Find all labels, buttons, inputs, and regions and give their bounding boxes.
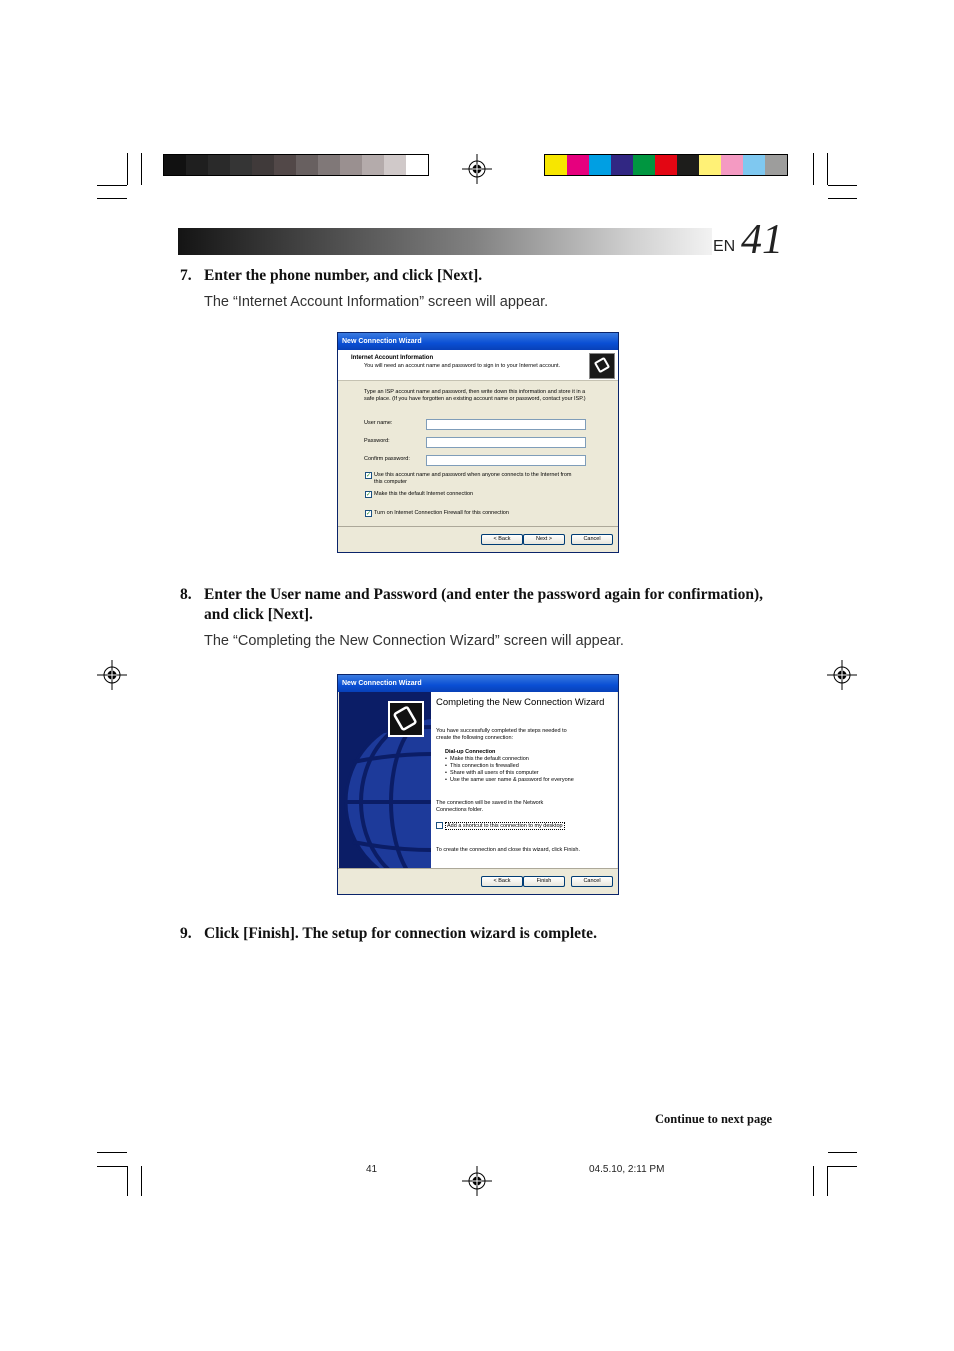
- step-7: [180, 267, 482, 285]
- saved-note: Connections folder.: [436, 807, 484, 813]
- color-swatch: [318, 155, 340, 175]
- instructions-line: Type an ISP account name and password, then write down this information and store it in a: [364, 389, 586, 395]
- registration-mark-icon: [827, 660, 857, 690]
- color-swatch: [230, 155, 252, 175]
- checkbox-label: Turn on Internet Connection Firewall for this connection: [374, 510, 509, 516]
- username-field[interactable]: [426, 419, 586, 430]
- step-text: Enter the User name and Password (and enter the password again for confirmation),: [204, 586, 763, 603]
- color-swatch: [677, 155, 699, 175]
- step-text: Enter the phone number, and click [Next].: [204, 267, 483, 284]
- color-swatch: [186, 155, 208, 175]
- username-label: User name:: [364, 420, 393, 426]
- crop-mark: [828, 185, 857, 186]
- color-swatch: [384, 155, 406, 175]
- checkbox-label: Use this account name and password when anyone connects to the Internet from: [374, 472, 572, 478]
- divider: [338, 526, 618, 527]
- color-swatch: [362, 155, 384, 175]
- bullet-item: • This connection is firewalled: [445, 763, 519, 769]
- step-8: [180, 586, 763, 604]
- divider: [338, 868, 618, 869]
- finish-button[interactable]: Finish: [523, 876, 565, 887]
- password-label: Password:: [364, 438, 390, 444]
- intro-line: You have successfully completed the steps needed to: [436, 728, 567, 734]
- crop-mark: [97, 198, 127, 199]
- color-swatch: [567, 155, 589, 175]
- bullet-item: • Use the same user name & password for everyone: [445, 777, 574, 783]
- color-swatch: [296, 155, 318, 175]
- color-swatch: [252, 155, 274, 175]
- language-label: EN: [713, 238, 736, 255]
- window-title: New Connection Wizard: [338, 333, 618, 350]
- connection-name: Dial-up Connection: [445, 749, 496, 755]
- header-band: [178, 228, 712, 255]
- back-button[interactable]: < Back: [481, 876, 523, 887]
- cancel-button[interactable]: Cancel: [571, 534, 613, 545]
- crop-mark: [828, 1166, 857, 1167]
- password-field[interactable]: [426, 437, 586, 448]
- color-swatch: [699, 155, 721, 175]
- crop-mark: [97, 1166, 127, 1167]
- step-8-continued: and click [Next].: [204, 606, 313, 623]
- color-swatch: [633, 155, 655, 175]
- crop-mark: [828, 1152, 857, 1153]
- crop-mark: [813, 153, 814, 185]
- footer-timestamp: 04.5.10, 2:11 PM: [589, 1164, 665, 1175]
- wizard-content: [431, 692, 617, 868]
- crop-mark: [813, 1166, 814, 1196]
- wizard-heading: Completing the New Connection Wizard: [436, 697, 605, 708]
- cancel-button[interactable]: Cancel: [571, 876, 613, 887]
- wizard-window-account-info: [337, 332, 619, 553]
- footer-page-number: 41: [366, 1164, 378, 1175]
- step-number: 8.: [180, 586, 192, 603]
- bullet-item: • Make this the default connection: [445, 756, 529, 762]
- color-swatch: [164, 155, 186, 175]
- window-title: New Connection Wizard: [338, 675, 618, 692]
- step-number: 7.: [180, 267, 192, 284]
- checkbox-label: Make this the default Internet connection: [374, 491, 474, 497]
- checkbox-label: this computer: [374, 479, 408, 485]
- registration-mark-icon: [462, 154, 492, 184]
- crop-mark: [827, 153, 828, 185]
- page-number: 41: [741, 217, 783, 263]
- color-swatch: [340, 155, 362, 175]
- color-swatch: [721, 155, 743, 175]
- connection-wizard-icon: [589, 353, 615, 379]
- step-8-description: The “Completing the New Connection Wizard” screen will appear.: [204, 633, 624, 649]
- color-swatch: [589, 155, 611, 175]
- finish-instructions: To create the connection and close this wizard, click Finish.: [436, 847, 580, 853]
- crop-mark: [828, 198, 857, 199]
- wizard-header: [338, 350, 618, 381]
- crop-mark: [127, 153, 128, 185]
- step-text: Click [Finish]. The setup for connection wizard is complete.: [204, 925, 597, 942]
- default-connection-checkbox[interactable]: ✓: [366, 492, 372, 498]
- color-calibration-bar: [544, 154, 788, 176]
- registration-mark-icon: [97, 660, 127, 690]
- confirm-password-field[interactable]: [426, 455, 586, 466]
- wizard-heading: Internet Account Information: [351, 355, 434, 361]
- intro-line: create the following connection:: [436, 735, 514, 741]
- next-button[interactable]: Next >: [523, 534, 565, 545]
- firewall-checkbox[interactable]: ✓: [366, 511, 372, 517]
- desktop-shortcut-checkbox[interactable]: [436, 822, 443, 829]
- color-swatch: [406, 155, 428, 175]
- crop-mark: [141, 1166, 142, 1196]
- grayscale-calibration-bar: [163, 154, 429, 176]
- saved-note: The connection will be saved in the Network: [436, 800, 544, 806]
- crop-mark: [141, 153, 142, 185]
- crop-mark: [97, 185, 127, 186]
- globe-sidebar: [339, 692, 431, 868]
- globe-icon: [339, 692, 431, 868]
- step-number: 9.: [180, 925, 192, 942]
- shortcut-label: Add a shortcut to this connection to my desktop: [447, 823, 563, 829]
- color-swatch: [208, 155, 230, 175]
- crop-mark: [127, 1166, 128, 1196]
- crop-mark: [97, 1152, 127, 1153]
- step-9: [180, 925, 597, 943]
- wizard-window-completing: [337, 674, 619, 895]
- use-account-checkbox[interactable]: ✓: [366, 473, 372, 479]
- color-swatch: [274, 155, 296, 175]
- color-swatch: [655, 155, 677, 175]
- step-7-description: The “Internet Account Information” screen will appear.: [204, 294, 549, 310]
- registration-mark-icon: [462, 1166, 492, 1196]
- bullet-item: • Share with all users of this computer: [445, 770, 539, 776]
- crop-mark: [827, 1166, 828, 1196]
- confirm-password-label: Confirm password:: [364, 456, 410, 462]
- instructions-line: safe place. (If you have forgotten an existing account name or password, contact your ISP.): [364, 396, 586, 402]
- color-swatch: [743, 155, 765, 175]
- color-swatch: [611, 155, 633, 175]
- wizard-subheading: You will need an account name and password to sign in to your Internet account.: [364, 363, 561, 369]
- continue-note: Continue to next page: [655, 1112, 773, 1126]
- color-swatch: [545, 155, 567, 175]
- color-swatch: [765, 155, 787, 175]
- back-button[interactable]: < Back: [481, 534, 523, 545]
